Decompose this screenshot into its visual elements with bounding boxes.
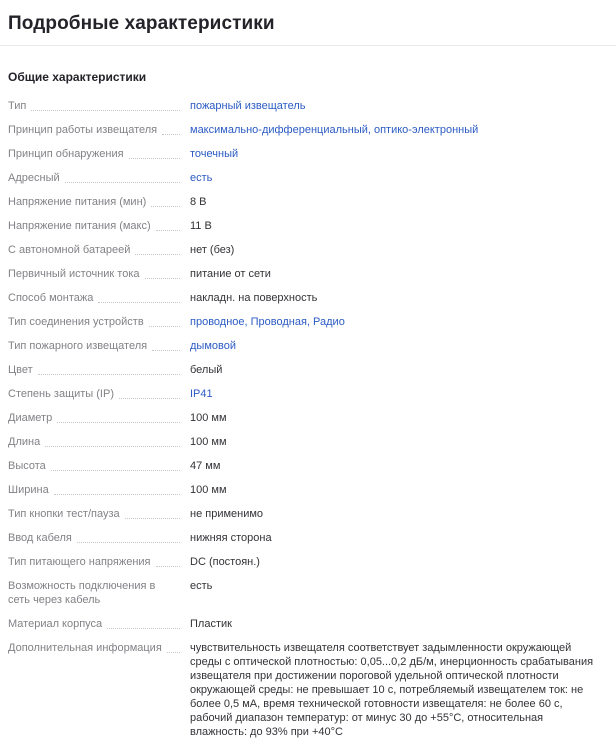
spec-label-column [8,617,190,631]
spec-label: Тип соединения устройств [8,316,144,328]
spec-row [8,555,608,569]
spec-value: 8 В [190,196,207,208]
spec-row [8,219,608,233]
spec-value-link[interactable]: проводное, Проводная, Радио [190,316,345,328]
spec-row [8,315,608,329]
spec-label-column [8,363,190,377]
spec-label-column [8,555,190,569]
dotted-leader [51,470,180,471]
spec-label: Степень защиты (IP) [8,388,114,400]
dotted-leader [162,134,180,135]
spec-row [8,99,608,113]
specs-table [8,99,608,739]
spec-row [8,459,608,473]
spec-row [8,195,608,209]
dotted-leader [145,278,180,279]
dotted-leader [167,652,180,653]
spec-label: Способ монтажа [8,292,94,304]
spec-label-column [8,147,190,161]
spec-row [8,531,608,545]
spec-label: Напряжение питания (мин) [8,196,147,208]
spec-label-column [8,267,190,281]
dotted-leader [156,566,180,567]
dotted-leader [125,518,180,519]
spec-value: нет (без) [190,244,235,256]
spec-label: Тип пожарного извещателя [8,340,148,352]
spec-value-link[interactable]: IP41 [190,388,213,400]
spec-label-column [8,483,190,497]
section-title: Общие характеристики [8,70,147,84]
spec-label: Ширина [8,484,49,496]
spec-row [8,243,608,257]
spec-row [8,123,608,137]
spec-row [8,363,608,377]
divider [0,45,616,46]
spec-label-column [8,195,190,209]
spec-label: Принцип работы извещателя [8,124,158,136]
spec-label-column [8,435,190,449]
spec-value: 11 В [190,220,212,232]
spec-label: Первичный источник тока [8,268,140,280]
spec-value: накладн. на поверхность [190,292,318,304]
dotted-leader [31,110,180,111]
spec-value-link[interactable]: точечный [190,148,239,160]
spec-label-column [8,339,190,353]
spec-label-column [8,387,190,401]
spec-value: нижняя сторона [190,532,272,544]
dotted-leader [107,628,180,629]
spec-label-column [8,507,190,521]
spec-value: 100 мм [190,412,227,424]
dotted-leader [54,494,180,495]
spec-value: 100 мм [190,484,227,496]
spec-label: Принцип обнаружения [8,148,124,160]
spec-row [8,483,608,497]
spec-label-column [8,641,190,655]
dotted-leader [135,254,180,255]
spec-value: чувствительность извещателя соответствует задымленности окружающей среды с оптической плотностью: 0,05...0,2 дБ/м, инерционность срабатывания извещателя при достижении пороговой удельной оптической плотности окружающей среды: не превышает 10 с, потребляемый извещателем ток: не более 0,5 мА, время технической готовности извещателя: не более 60 с, рабочий диапазон температур: от минус 30 до +55°С, относительная влажность: до 93% при +40°С [190,642,594,738]
spec-value: 47 мм [190,460,221,472]
spec-row [8,507,608,521]
page-title: Подробные характеристики [8,13,275,34]
spec-row [8,641,608,739]
spec-label-column [8,243,190,257]
spec-label: Тип питающего напряжения [8,556,151,568]
specs-section [8,70,608,739]
spec-row [8,339,608,353]
spec-value-link[interactable]: дымовой [190,340,236,352]
dotted-leader [77,542,180,543]
spec-label-column [8,123,190,137]
dotted-leader [149,326,180,327]
spec-value: Пластик [190,618,232,630]
spec-label-column [8,291,190,305]
spec-label: Напряжение питания (макс) [8,220,151,232]
spec-row [8,579,608,607]
dotted-leader [129,158,180,159]
spec-label: Высота [8,460,46,472]
spec-value: белый [190,364,223,376]
dotted-leader [57,422,180,423]
dotted-leader [38,374,180,375]
spec-label: Дополнительная информация [8,642,162,654]
dotted-leader [156,230,180,231]
spec-label-column [8,579,190,607]
spec-value-link[interactable]: есть [190,172,213,184]
spec-row [8,147,608,161]
spec-value: DC (постоян.) [190,556,260,568]
spec-row [8,617,608,631]
spec-row [8,411,608,425]
spec-label: Тип кнопки тест/пауза [8,508,120,520]
spec-value: питание от сети [190,268,271,280]
spec-value-link[interactable]: максимально-дифференциальный, оптико-электронный [190,124,479,136]
spec-label: С автономной батареей [8,244,131,256]
spec-label-column [8,411,190,425]
dotted-leader [65,182,180,183]
spec-row [8,171,608,185]
dotted-leader [152,350,180,351]
spec-label: Адресный [8,172,60,184]
spec-label: Ввод кабеля [8,532,72,544]
spec-value: 100 мм [190,436,227,448]
dotted-leader [151,206,180,207]
spec-row [8,435,608,449]
spec-value: не применимо [190,508,264,520]
spec-label: Возможность подключения в сеть через кабель [8,580,156,606]
spec-value-link[interactable]: пожарный извещатель [190,100,306,112]
spec-label: Тип [8,100,27,112]
spec-label: Цвет [8,364,33,376]
spec-label-column [8,219,190,233]
spec-label-column [8,99,190,113]
spec-label: Материал корпуса [8,618,103,630]
spec-label-column [8,171,190,185]
spec-row [8,387,608,401]
spec-label: Длина [8,436,41,448]
dotted-leader [119,398,180,399]
spec-row [8,291,608,305]
spec-label-column [8,459,190,473]
dotted-leader [98,302,180,303]
spec-value: есть [190,580,213,592]
spec-row [8,267,608,281]
spec-label-column [8,531,190,545]
spec-label-column [8,315,190,329]
dotted-leader [45,446,180,447]
spec-label: Диаметр [8,412,53,424]
